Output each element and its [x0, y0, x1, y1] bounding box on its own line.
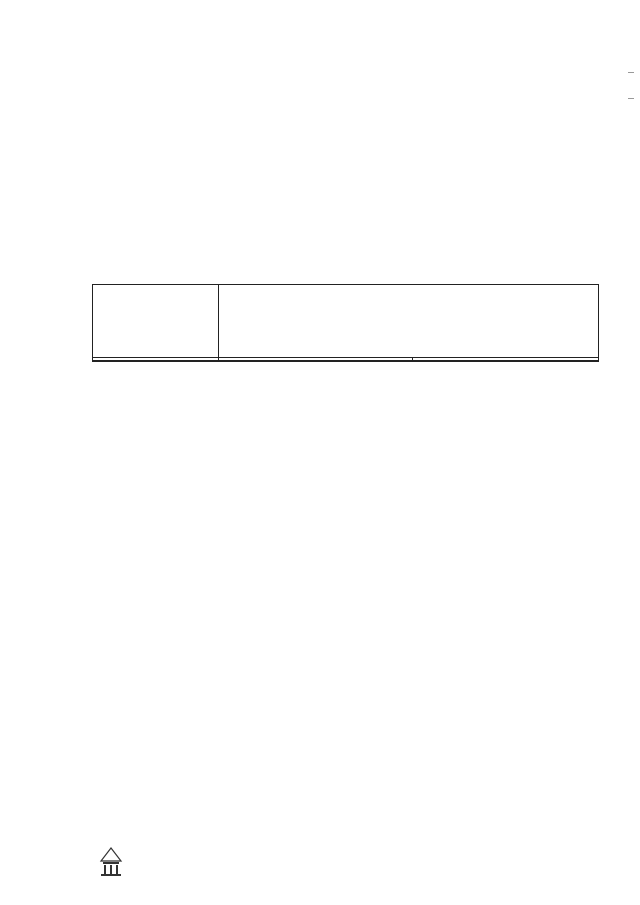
subvention-table	[92, 284, 599, 362]
ministry-name	[219, 285, 599, 358]
column-number-4-1	[219, 361, 413, 362]
column-number-4-2	[413, 361, 599, 362]
scan-edge-mark	[628, 72, 634, 73]
scan-edge-mark	[628, 98, 634, 99]
manager-label	[93, 285, 219, 358]
duma-logo-icon	[96, 845, 126, 885]
column-letter-a	[93, 361, 219, 362]
